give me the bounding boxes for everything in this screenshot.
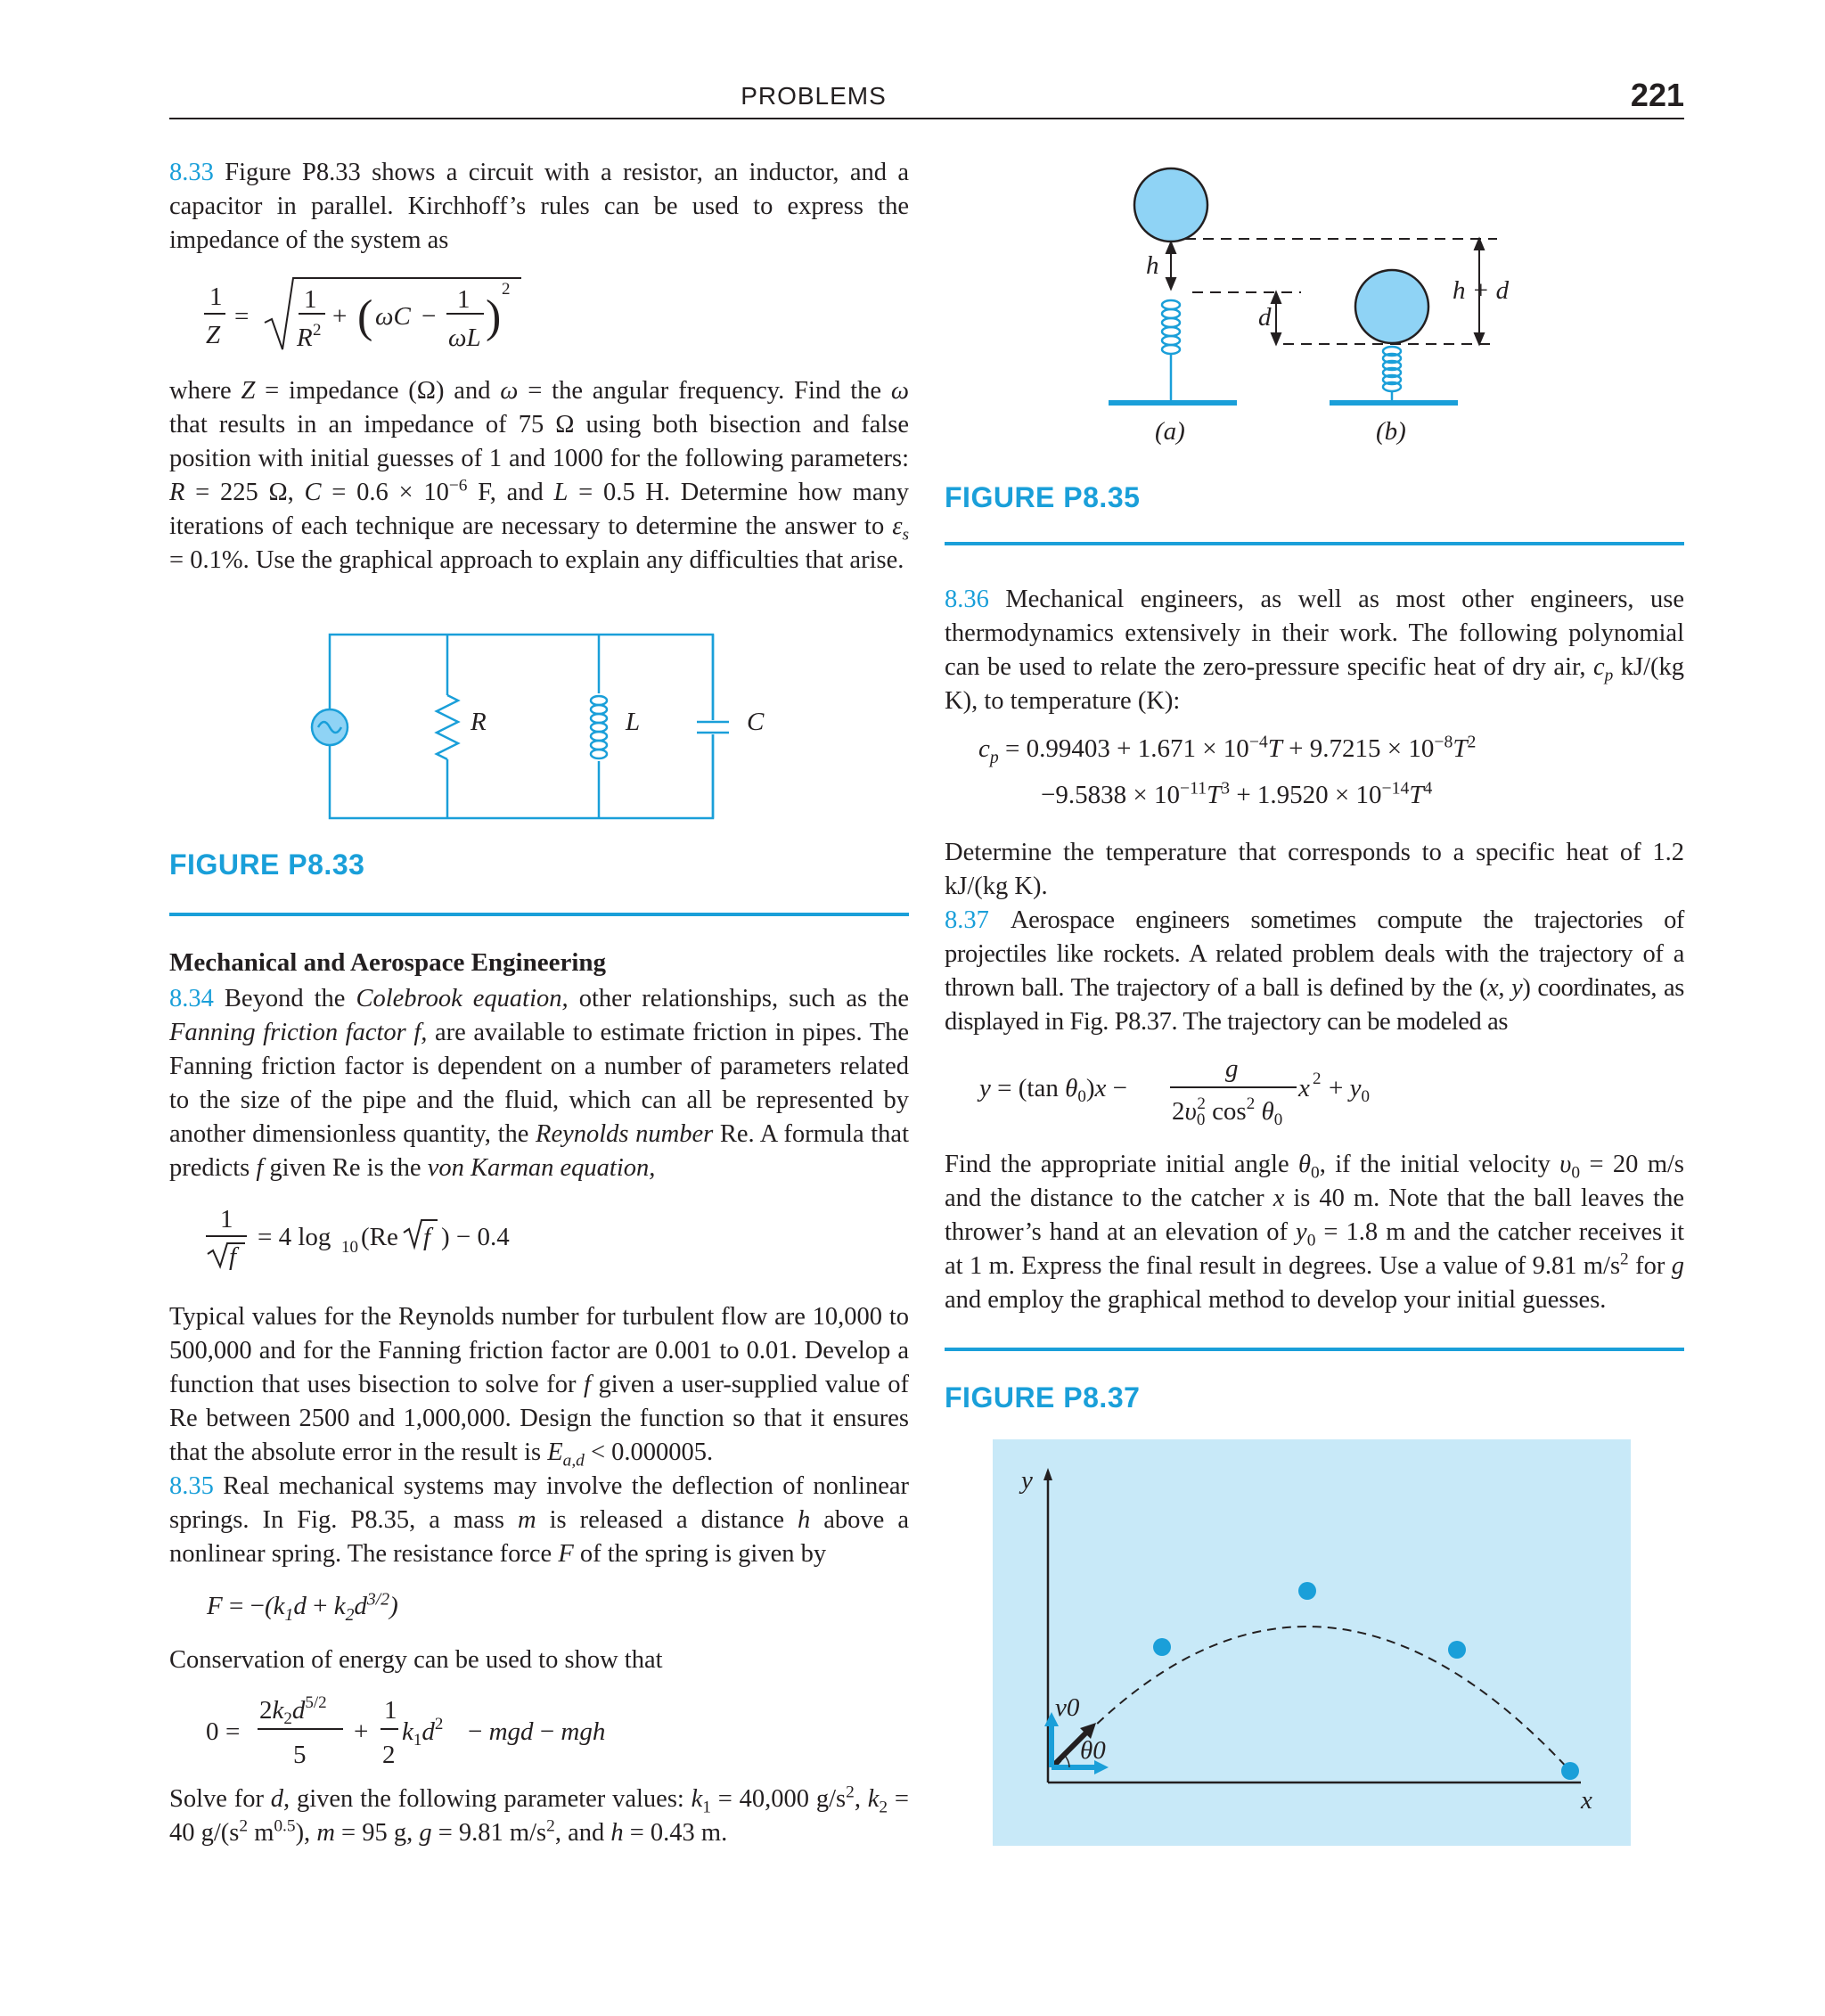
svg-text:1: 1 [220,1205,233,1233]
svg-text:0: 0 [206,1717,219,1746]
panel-b-label: (b) [1376,417,1406,446]
trajectory-diagram [993,1439,1631,1846]
mass-b-icon [1355,270,1428,343]
svg-text:2: 2 [502,280,511,299]
mass-a-icon [1134,168,1207,242]
svg-text:(: ( [357,291,373,342]
figure-rule [945,542,1684,545]
svg-text:R: R [297,324,313,352]
specific-heat-equation-line1: $c_p = 0.99403 + 1.671 \times 10^{-4}T + 9.7215 \times 10^{-8}T^2$ [978,732,1477,767]
problem-8-37-body: Find the appropriate initial angle $\theta_0$, if the initial velocity $\upsilon_0 = 20$ m/s and the distance to the catcher x is 40 m. Note that the ball leaves the thrower’s hand at an elevation of $y_0 = 1.8$ m and the catcher receives it at 1 m. Express the final result in degrees. Use a value of 9.81 $m/s^2$ for g and employ the graphical method to develop your initial guesses. [945,1151,1685,1314]
ball-point [1448,1641,1466,1659]
svg-text:2: 2 [382,1741,396,1769]
ball-point [1561,1762,1579,1780]
y-axis-label: y [1021,1466,1033,1495]
problem-8-34: 8.34 Beyond the Colebrook equation, other relationships, such as the Fanning friction factor f, are available to estimate friction in pipes. The Fanning friction factor is dependent on a number of parameters related to the size of the pipe and the fluid, which can all be represented by another dimensionless quantity, the Reynolds number Re. A formula that predicts f given Re is the von Karman equation, [169,985,910,1182]
svg-text:ωL: ωL [448,324,481,352]
svg-text:x: x [1298,1074,1310,1102]
svg-text:1: 1 [384,1696,397,1725]
svg-text:2: 2 [313,321,322,340]
figure-p8-37-label: FIGURE P8.37 [945,1381,1141,1414]
section-heading: Mechanical and Aerospace Engineering [169,948,607,977]
h-plus-d-label: h + d [1453,276,1510,305]
problem-number: 8.35 [169,1472,214,1500]
svg-text:= 4 log: = 4 log [258,1223,331,1251]
spring-b-icon [1383,347,1401,401]
svg-text:2: 2 [1313,1069,1322,1088]
svg-text:− mgd − mgh: − mgd − mgh [468,1717,606,1746]
svg-text:+: + [354,1717,369,1746]
resistor-label: R [471,708,487,736]
svg-text:1: 1 [457,285,471,314]
d-label: d [1258,303,1272,332]
svg-text:k1d2: $k_1d^2$ [402,1715,444,1750]
running-title: PROBLEMS [741,82,887,110]
problem-number: 8.33 [169,159,214,186]
problem-number: 8.36 [945,586,989,613]
problem-8-36: 8.36 Mechanical engineers, as well as most other engineers, use thermodynamics extensively in their work. The following polynomial can be used to relate the zero-pressure specific heat of dry air, $c_p$ kJ/(kg K), to temperature (K): [945,586,1684,715]
von-karman-equation [201,1199,557,1270]
inductor-label: L [626,708,641,736]
spring-force-equation: $F = -(k_1d + k_2d^{3/2})$ [207,1589,398,1625]
figure-rule [169,913,909,916]
figure-p8-33-label: FIGURE P8.33 [169,848,365,881]
problem-number: 8.37 [945,906,989,934]
problem-number: 8.34 [169,985,214,1012]
svg-text:=: = [225,1717,241,1746]
h-label: h [1146,251,1159,280]
trajectory-equation [976,1052,1421,1132]
v0-label: v0 [1055,1693,1080,1722]
panel-a-label: (a) [1155,417,1185,446]
circuit-diagram [303,631,731,827]
svg-text:1: 1 [209,283,223,311]
ball-point [1298,1582,1316,1600]
svg-text:): ) [486,291,502,342]
problem-8-35-body: Solve for d, given the following parameter values: $k_1 = 40,000$ $g/s^2$, $k_2 = 40$ $g/(s^2$ $m^{0.5}$), m = 95 g, g = 9.81 $m/s^2$, and h = 0.43 m. [169,1782,909,1847]
impedance-equation [201,267,539,365]
spring-a-icon [1162,300,1180,401]
specific-heat-equation-line2: $-9.5838 \times 10^{-11}T^3 + 1.9520 \times 10^{-14}T^4$ [1041,778,1433,809]
svg-text:ωC: ωC [375,302,411,331]
svg-text:2υ02 cos2 θ0: $2\upsilon_02$ $\cos^2 \theta_0$ [1172,1094,1283,1129]
x-axis-label: x [1581,1786,1592,1815]
running-head [169,77,1684,119]
energy-intro: Conservation of energy can be used to show that [169,1646,663,1674]
problem-8-36-body: Determine the temperature that corresponds to a specific heat of 1.2 kJ/(kg K). 8.37 Aerospace engineers sometimes compute the trajectories of projectiles like rockets. A related problem deals with the trajectory of a thrown ball. The trajectory of a ball is defined by the (x, y) coordinates, as displayed in Fig. P8.37. The trajectory can be modeled as [945,839,1685,1036]
svg-text:Z: Z [206,321,221,349]
ball-point [1153,1638,1171,1656]
svg-text:g: g [1225,1054,1239,1083]
figure-rule [945,1348,1684,1351]
svg-text:5: 5 [293,1741,307,1769]
problem-8-34-body: Typical values for the Reynolds number for turbulent flow are 10,000 to 500,000 and for the Fanning friction factor are 0.001 to 0.01. Develop a function that uses bisection to solve for f given a user-supplied value of Re between 2500 and 1,000,000. Design the function so that it ensures that the absolute error in the result is $E_{a,d} < 0.000005$. 8.35 Real mechanical systems may involve the deflection of nonlinear springs. In Fig. P8.35, a mass m is released a distance h above a nonlinear spring. The resistance force F of the spring is given by [169,1303,910,1568]
svg-text:+: + [332,302,348,331]
energy-equation [201,1690,646,1770]
problem-8-33: 8.33 Figure P8.33 shows a circuit with a resistor, an inductor, and a capacitor in parallel. Kirchhoff’s rules can be used to express the impedance of the system as [169,159,909,254]
svg-text:f: f [423,1223,431,1251]
capacitor-label: C [747,708,765,736]
svg-text:y = (tan θ0)x −: y = (tan $\theta_0)x$ − [979,1074,1127,1106]
svg-text:1: 1 [304,285,317,314]
svg-text:f: f [229,1242,237,1270]
svg-text:=: = [234,302,250,331]
svg-text:) − 0.4: ) − 0.4 [441,1223,510,1251]
svg-text:+ y0: + $y_0$ [1329,1074,1370,1106]
svg-text:−: − [421,302,437,331]
figure-p8-35-label: FIGURE P8.35 [945,481,1141,513]
problem-8-33-body: where Z = impedance (Ω) and ω = the angular frequency. Find the ω that results in an impedance of 75 Ω using both bisection and false position with initial guesses of 1 and 1000 for the following parameters: R = 225 Ω, $C = 0.6 \times 10^{-6}$ F, and L = 0.5 H. Determine how many iterations of each technique are necessary to determine the answer to $\varepsilon_s = 0.1\%$. Use the graphical approach to explain any difficulties that arise. [169,377,910,574]
theta0-label: θ0 [1080,1736,1106,1765]
svg-text:10: 10 [341,1238,358,1257]
svg-text:(Re: (Re [361,1223,398,1251]
svg-text:2k2d5/2: $2k_2d^{5/2}$ [259,1693,327,1728]
page-number: 221 [1630,77,1684,113]
